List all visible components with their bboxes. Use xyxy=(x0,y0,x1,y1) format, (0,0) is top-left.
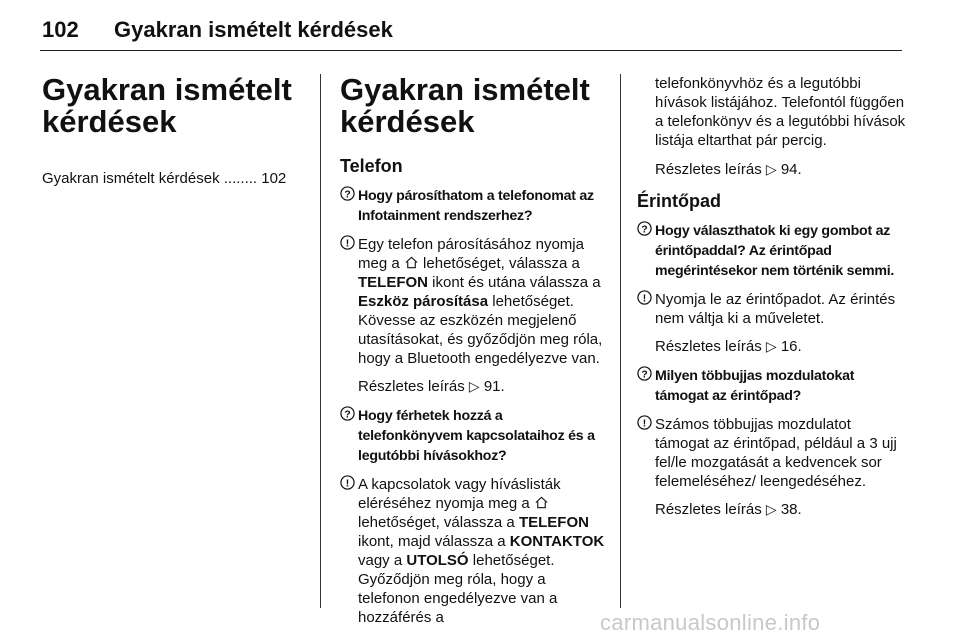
answer-text: A kapcsolatok vagy híváslisták eléréséhez nyomja meg a xyxy=(358,476,561,512)
section-title xyxy=(340,74,610,138)
question-circle-icon xyxy=(637,221,652,241)
question-circle-icon xyxy=(340,186,355,206)
svg-text:?: ? xyxy=(344,189,351,201)
home-icon xyxy=(404,255,419,270)
answer-text: vagy a xyxy=(358,552,403,569)
question-item xyxy=(340,406,610,466)
answer-text: Nyomja le az érintőpadot. Az érintés nem váltja ki a műveletet. xyxy=(655,291,896,327)
reference-page[interactable]: 16. xyxy=(780,338,802,355)
reference-page[interactable]: 91. xyxy=(483,378,505,395)
page-header xyxy=(40,10,902,51)
reference-text: Részletes leírás xyxy=(358,378,465,395)
reference-arrow-icon: ▷ xyxy=(765,501,777,517)
menu-label-eszkoz-parositasa: Eszköz párosítása xyxy=(358,293,489,310)
exclamation-circle-icon xyxy=(637,415,652,435)
answer-text: Egy telefon párosításához nyomja meg a xyxy=(358,236,584,272)
menu-label-telefon: TELEFON xyxy=(518,514,589,531)
reference-text: Részletes leírás xyxy=(655,338,762,355)
question-text: Milyen többujjas mozdulatokat támogat az érintőpad? xyxy=(655,368,855,404)
column-divider xyxy=(620,74,621,608)
answer-text: lehetőséget, válassza a xyxy=(358,514,515,531)
reference-line xyxy=(637,337,907,356)
answer-item xyxy=(340,235,610,368)
question-item xyxy=(637,366,907,406)
exclamation-circle-icon xyxy=(340,235,355,255)
question-text: Hogy férhetek hozzá a telefonkönyvem kapcsolataihoz és a legutóbbi hívásokhoz? xyxy=(358,408,595,464)
menu-label-telefon: TELEFON xyxy=(358,274,428,291)
question-text: Hogy választhatok ki egy gombot az érintőpaddal? Az érintőpad megérintésekor nem történik semmi. xyxy=(655,223,895,279)
reference-arrow-icon: ▷ xyxy=(468,378,480,394)
chapter-title-line1: Gyakran ismételt xyxy=(42,72,292,107)
svg-text:?: ? xyxy=(641,369,648,381)
svg-text:?: ? xyxy=(641,224,648,236)
reference-page[interactable]: 94. xyxy=(780,161,802,178)
answer-text: ikont, majd válassza a xyxy=(358,533,506,550)
question-circle-icon xyxy=(637,366,652,386)
svg-text:!: ! xyxy=(642,418,647,430)
page-number: 102 xyxy=(42,17,79,42)
answer-continuation: telefonkönyvhöz és a legutóbbi hívások listájához. Telefontól függően a telefonkönyv és a legutóbbi hívások listája eltarthat pár percig. xyxy=(655,75,906,149)
home-icon xyxy=(534,495,549,510)
svg-text:!: ! xyxy=(345,238,350,250)
svg-text:?: ? xyxy=(344,409,351,421)
svg-text:!: ! xyxy=(642,293,647,305)
content-column-1 xyxy=(340,74,610,636)
toc-column xyxy=(42,74,304,188)
answer-text: Számos többujjas mozdulatot támogat az érintőpad, például a 3 ujj fel/le mozgatását a kedvencek sor felemeléséhez/ leengedéséhez. xyxy=(655,416,897,490)
section-title-line1: Gyakran ismételt xyxy=(340,72,590,107)
answer-text: lehetőséget. Kövesse az eszközén megjelenő utasításokat, és győződjön meg róla, hogy a Bluetooth engedélyezve van. xyxy=(358,293,603,367)
reference-line xyxy=(637,500,907,519)
menu-label-utolso: UTOLSÓ xyxy=(406,552,469,569)
column-divider xyxy=(320,74,321,608)
reference-line xyxy=(637,160,907,179)
reference-line xyxy=(340,377,610,396)
content-column-2 xyxy=(637,74,907,529)
question-item xyxy=(637,221,907,281)
subsection-erintopad: Érintőpad xyxy=(637,191,721,211)
answer-text: lehetőséget, válassza a xyxy=(423,255,580,272)
exclamation-circle-icon xyxy=(637,290,652,310)
section-title-line2: kérdések xyxy=(340,104,475,139)
reference-arrow-icon: ▷ xyxy=(765,338,777,354)
question-circle-icon xyxy=(340,406,355,426)
reference-text: Részletes leírás xyxy=(655,161,762,178)
svg-text:!: ! xyxy=(345,478,350,490)
menu-label-kontaktok: KONTAKTOK xyxy=(509,533,605,550)
question-item xyxy=(340,186,610,226)
page-header-title: Gyakran ismételt kérdések xyxy=(114,17,393,42)
watermark: carmanualsonline.info xyxy=(600,610,821,635)
subsection-telefon: Telefon xyxy=(340,156,403,176)
reference-text: Részletes leírás xyxy=(655,501,762,518)
exclamation-circle-icon xyxy=(340,475,355,495)
toc-entry[interactable]: Gyakran ismételt kérdések ........ 102 xyxy=(42,170,287,187)
reference-arrow-icon: ▷ xyxy=(765,161,777,177)
question-text: Hogy párosíthatom a telefonomat az Infotainment rendszerhez? xyxy=(358,188,594,224)
answer-text: lehetőséget. Győződjön meg róla, hogy a telefonon engedélyezve van a hozzáférés a xyxy=(358,552,558,626)
answer-item xyxy=(637,415,907,491)
answer-text: ikont és utána válassza a xyxy=(432,274,601,291)
reference-page[interactable]: 38. xyxy=(780,501,802,518)
answer-item xyxy=(637,290,907,328)
chapter-title xyxy=(42,74,304,138)
chapter-title-line2: kérdések xyxy=(42,104,177,139)
answer-item xyxy=(340,475,610,627)
